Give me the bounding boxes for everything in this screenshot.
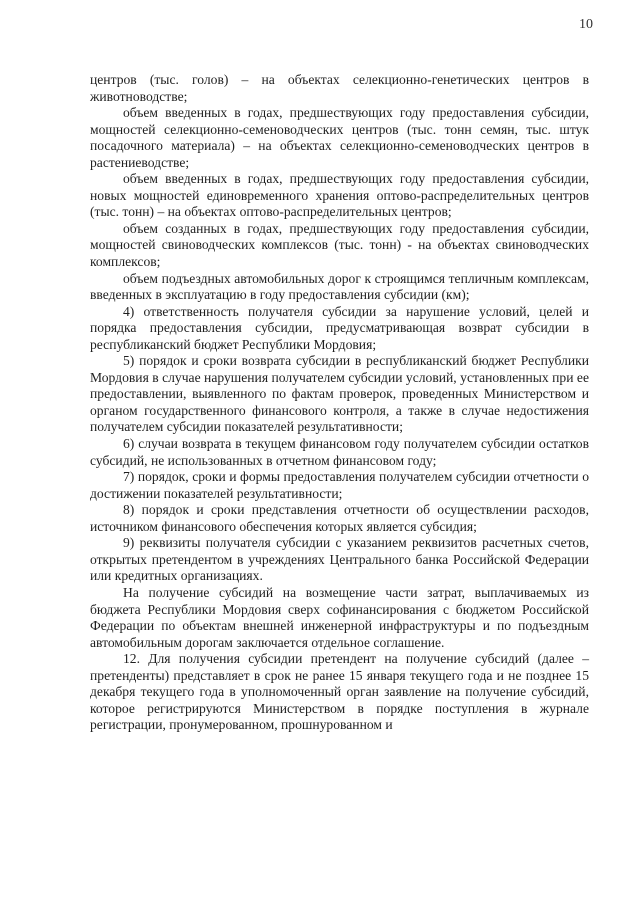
paragraph-item-7: 7) порядок, сроки и формы предоставления получателем субсидии отчетности о достижении показателей результативности; xyxy=(90,469,589,501)
paragraph-item-4: 4) ответственность получателя субсидии за нарушение условий, целей и порядка предоставления субсидии, предусматривающая возврат субсидии в республиканский бюджет Республики Мордовия; xyxy=(90,303,589,352)
paragraph-section-12: 12. Для получения субсидии претендент на получение субсидий (далее – претенденты) представляет в срок не ранее 15 января текущего года и не позднее 15 декабря текущего года в уполномоченный орган заявление на получение субсидий, которое регистрируются Министерством в порядке поступления в журнале регистрации, пронумерованном, прошнурованном и xyxy=(90,651,589,733)
paragraph-item-8: 8) порядок и сроки представления отчетности об осуществлении расходов, источником финансового обеспечения которых является субсидия; xyxy=(90,502,589,534)
paragraph-item-5: 5) порядок и сроки возврата субсидии в республиканский бюджет Республики Мордовия в случае нарушения получателем субсидии условий, установленных при ее предоставлении, выявленного по фактам проверок, проведенных Министерством и органом государственного финансового контроля, а также в случае недостижения получателем субсидии показателей результативности; xyxy=(90,353,589,435)
paragraph-item-9: 9) реквизиты получателя субсидии с указанием реквизитов расчетных счетов, открытых претендентом в учреждениях Центрального банка Российской Федерации или кредитных организациях. xyxy=(90,535,589,584)
paragraph: На получение субсидий на возмещение части затрат, выплачиваемых из бюджета Республики Мордовия сверх софинансирования с бюджетом Российской Федерации по объектам внешней инженерной инфраструктуры и по подъездным автомобильным дорогам заключается отдельное соглашение. xyxy=(90,584,589,650)
page-number: 10 xyxy=(579,17,593,32)
paragraph: объем созданных в годах, предшествующих году предоставления субсидии, мощностей свиноводческих комплексов (тыс. тонн) - на объектах свиноводческих комплексов; xyxy=(90,220,589,270)
paragraph-continuation: центров (тыс. голов) – на объектах селекционно-генетических центров в животноводстве; xyxy=(90,72,589,104)
paragraph: объем подъездных автомобильных дорог к строящимся тепличным комплексам, введенных в эксплуатацию в году предоставления субсидии (км); xyxy=(90,270,589,303)
paragraph: объем введенных в годах, предшествующих году предоставления субсидии, мощностей селекционно-семеноводческих центров (тыс. тонн семян, тыс. штук посадочного материала) – на объектах селекционно-семеноводческих центров в растениеводстве; xyxy=(90,105,589,170)
paragraph: объем введенных в годах, предшествующих году предоставления субсидии, новых мощностей единовременного хранения оптово-распределительных центров (тыс. тонн) – на объектах оптово-распределительных центров; xyxy=(90,171,589,220)
paragraph-item-6: 6) случаи возврата в текущем финансовом году получателем субсидии остатков субсидий, не использованных в отчетном финансовом году; xyxy=(90,436,589,468)
document-body xyxy=(90,72,589,734)
